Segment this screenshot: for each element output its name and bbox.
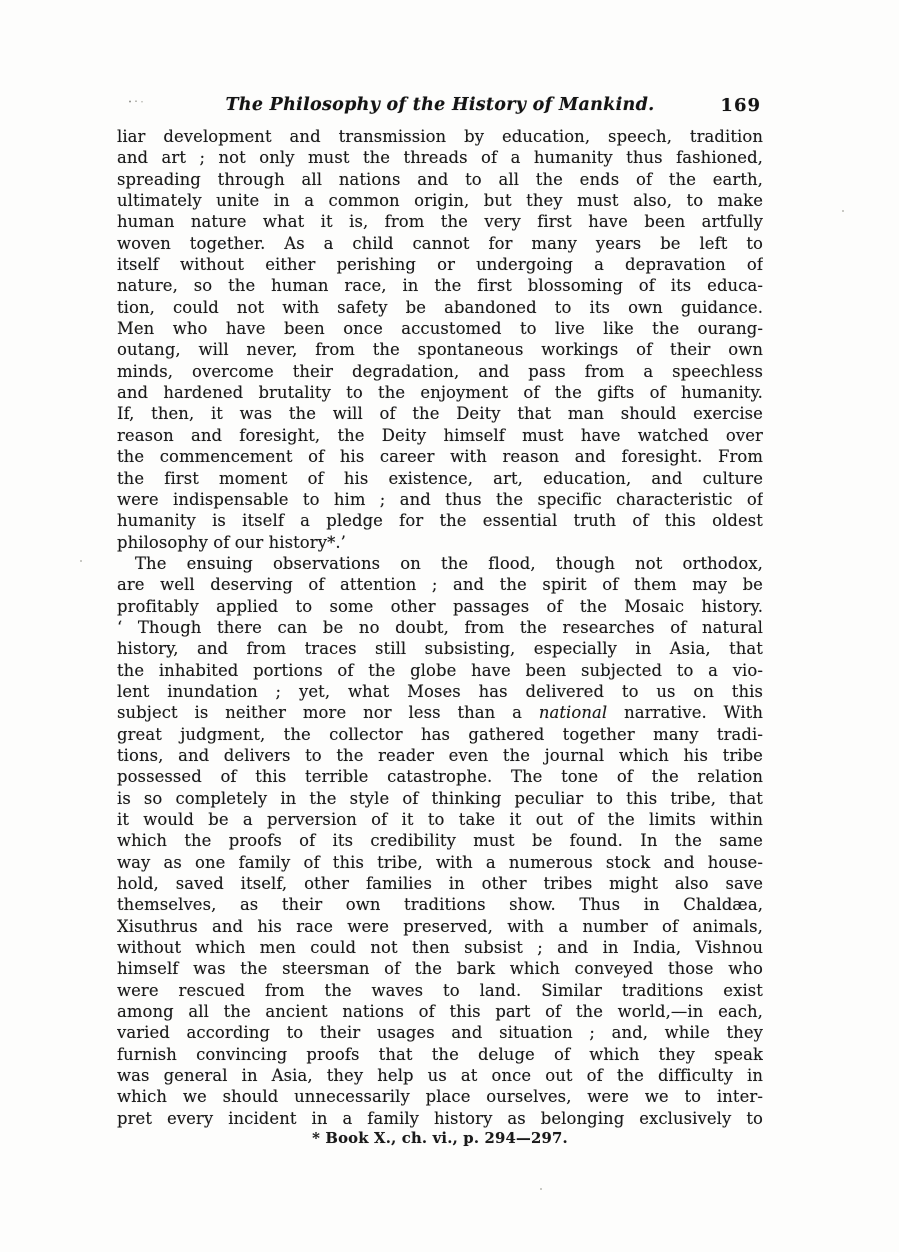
text-line: the inhabited portions of the globe have been subjected to a vio- [117, 660, 763, 680]
text-line: and hardened brutality to the enjoyment of the gifts of humanity. [117, 383, 763, 403]
text-line: and art ; not only must the threads of a humanity thus fashioned, [117, 148, 763, 168]
text-line: the commencement of his career with reason and foresight. From [117, 447, 763, 467]
text-line: ‘ Though there can be no doubt, from the researches of natural [117, 617, 763, 637]
text-line: it would be a perversion of it to take it out of the limits within [117, 810, 763, 829]
text-line: history, and from traces still subsisting, especially in Asia, that [117, 639, 763, 659]
text-line: woven together. As a child cannot for many years be left to [117, 233, 763, 253]
text-line: hold, saved itself, other families in other tribes might also save [117, 874, 763, 894]
text-line: minds, overcome their degradation, and pass from a speechless [117, 361, 763, 381]
text-line: pret every incident in a family history as belonging exclusively to [117, 1108, 763, 1128]
text-line: lent inundation ; yet, what Moses has delivered to us on this [117, 681, 763, 701]
text-line: nature, so the human race, in the first blossoming of its educa- [117, 276, 763, 296]
text-line: human nature what it is, from the very first have been artfully [117, 212, 763, 232]
text-line: which the proofs of its credibility must be found. In the same [117, 831, 763, 851]
text-line: which we should unnecessarily place ourselves, were we to inter- [117, 1087, 763, 1107]
text-line: possessed of this terrible catastrophe. The tone of the relation [117, 767, 763, 787]
text-line: The ensuing observations on the flood, though not orthodox, [135, 553, 763, 573]
text-line: Men who have been once accustomed to live like the ourang- [117, 319, 763, 339]
text-line: the first moment of his existence, art, education, and culture [117, 468, 763, 488]
text-line: was general in Asia, they help us at once out of the difficulty in [117, 1066, 763, 1086]
text-line: were indispensable to him ; and thus the specific characteristic of [117, 489, 763, 509]
text-line: themselves, as their own traditions show. Thus in Chaldæa, [117, 895, 763, 915]
body-text [117, 126, 763, 1129]
text-line: subject is neither more nor less than a national narrative. With [117, 703, 763, 723]
text-line: great judgment, the collector has gathered together many tradi- [117, 724, 763, 744]
text-line: are well deserving of attention ; and the spirit of them may be [117, 575, 763, 595]
text-line: ultimately unite in a common origin, but they must also, to make [117, 191, 763, 211]
text-line: liar development and transmission by education, speech, tradition [117, 127, 763, 146]
text-line: is so completely in the style of thinking peculiar to this tribe, that [117, 788, 763, 808]
header-title: The Philosophy of the History of Mankind. [225, 95, 655, 115]
text-line: itself without either perishing or undergoing a depravation of [117, 255, 763, 275]
text-line: himself was the steersman of the bark which conveyed those who [117, 959, 763, 979]
text-line: tion, could not with safety be abandoned to its own guidance. [117, 297, 763, 317]
text-line: Xisuthrus and his race were preserved, with a number of animals, [117, 916, 763, 936]
text-line: outang, will never, from the spontaneous workings of their own [117, 340, 763, 360]
scan-speck [842, 210, 844, 212]
running-header [117, 95, 763, 119]
text-line: reason and foresight, the Deity himself must have watched over [117, 425, 763, 445]
text-line: profitably applied to some other passages of the Mosaic history. [117, 596, 763, 616]
text-line: philosophy of our history*.’ [117, 532, 346, 552]
footnote: * Book X., ch. vi., p. 294—297. [312, 1130, 568, 1147]
text-line: without which men could not then subsist ; and in India, Vishnou [117, 938, 763, 958]
text-line: tions, and delivers to the reader even the journal which his tribe [117, 745, 763, 765]
page-number: 169 [720, 95, 761, 116]
text-line: If, then, it was the will of the Deity that man should exercise [117, 404, 763, 424]
text-line: varied according to their usages and situation ; and, while they [117, 1023, 763, 1043]
text-line: way as one family of this tribe, with a numerous stock and house- [117, 852, 763, 872]
text-line: spreading through all nations and to all the ends of the earth, [117, 169, 763, 189]
italic-word: national [538, 703, 608, 723]
text-line: among all the ancient nations of this part of the world,—in each, [117, 1002, 763, 1022]
scan-speck [80, 560, 82, 562]
scan-speck [540, 1188, 542, 1190]
text-line: humanity is itself a pledge for the essential truth of this oldest [117, 511, 763, 531]
text-line: were rescued from the waves to land. Similar traditions exist [117, 980, 763, 1000]
text-line: furnish convincing proofs that the deluge of which they speak [117, 1044, 763, 1064]
